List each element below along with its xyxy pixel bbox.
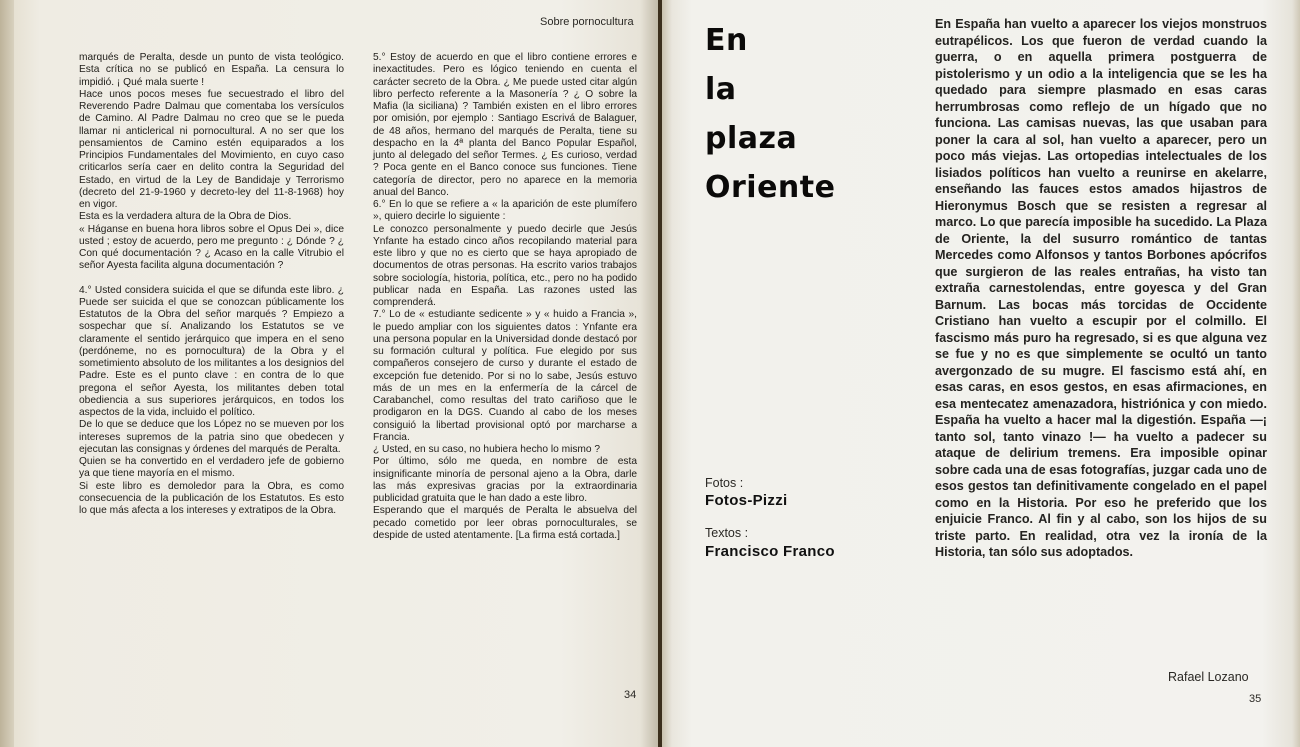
article-author: Rafael Lozano	[1168, 670, 1249, 684]
paragraph: Esta es la verdadera altura de la Obra de Dios.	[79, 211, 292, 223]
paragraph: ¿ Usted, en su caso, no hubiera hecho lo mismo ?	[373, 444, 601, 455]
paragraph: 7.° Lo de « estudiante sedicente » y « huido a Francia », le puedo ampliar con los siguientes datos : Ynfante era una persona popular en la Universidad donde destacó por su formación cultural y política. Fue elegido por sus compañeros consejero de curso y durante el estado de excepción fue detenido. Por si no lo sabe, Jesús estuvo más de un mes en la enfermería de la cárcel de Carabanchel, como resultas del trato cariñoso que le prodigaron en la DGS. Cuando al cabo de los meses consiguió la libertad provisional optó por marcharse a Francia.	[373, 309, 637, 443]
paragraph: « Háganse en buena hora libros sobre el Opus Dei », dice usted ; estoy de acuerdo, pero me pregunto : ¿ Dónde ? ¿ Con qué documentación ? ¿ Acaso en la calle Vitrubio el señor Ayesta facilita alguna documentación ?	[79, 223, 344, 272]
paragraph: marqués de Peralta, desde un punto de vista teológico. Esta crítica no se publicó en España. La censura lo impidió. ¡ Qué mala suerte !	[79, 52, 344, 88]
paragraph: Hace unos pocos meses fue secuestrado el libro del Reverendo Padre Dalmau que comentaba los versículos de Camino. Al Padre Dalmau no creo que se le pueda llamar ni anticlerical ni pornocultural. A no ser que los pensamientos de Camino estén equiparados a los Principios Fundamentales del Movimiento, en cuyo caso criticarlos sería caer en delito contra la Seguridad del Estado, en virtud de la Ley de Bandidaje y Terrorismo (decreto del 21-9-1960 y decreto-ley del 11-8-1968) hoy en vigor.	[79, 88, 344, 210]
paragraph: Le conozco personalmente y puedo decirle que Jesús Ynfante ha estado cinco años recopilando material para este libro y que no es cierto que se haya apropiado de documentos de otras personas. Ha escrito varios trabajos sobre sociología, historia, política, etc., pero no ha podido publicar nada en España. Las razones usted las comprenderá.	[373, 223, 637, 308]
page-edge	[0, 0, 14, 747]
paragraph: 5.° Estoy de acuerdo en que el libro contiene errores e inexactitudes. Pero es lógico teniendo en cuenta el carácter secreto de la Obra. ¿ Me puede usted citar algún libro perfecto referente a la Masonería ? ¿ O sobre la Mafia (la siciliana) ? También existen en el libro errores por omisión, por ejemplo : Santiago Escrivá de Balaguer, de 48 años, hermano del marqués de Peralta, tiene su despacho en la 4ª planta del Banco Popular Español, junto al delegado del señor Termes. ¿ Es curioso, verdad ? Poca gente en el Banco conoce sus funciones. Tiene categoría de director, pero no aparece en la memoria anual del Banco.	[373, 52, 637, 198]
photos-label: Fotos :	[705, 476, 744, 490]
texts-label: Textos :	[705, 526, 749, 540]
paragraph: Esperando que el marqués de Peralta le absuelva del pecado cometido por leer obras pornoculturales, se despide de usted atentamente. [La firma está cortada.]	[373, 505, 637, 541]
photos-credit: Fotos-Pizzi	[705, 492, 788, 509]
article-headline	[705, 16, 905, 212]
paragraph: Por último, sólo me queda, en nombre de esta insignificante minoría de personal ajeno a la Obra, darle las más expresivas gracias por la extraordinaria publicidad gratuita que le han dado a este libro.	[373, 456, 637, 504]
headline-line: Oriente	[705, 170, 836, 205]
paragraph: Si este libro es demoledor para la Obra, es como consecuencia de la publicación de los Estatutos. Es esto lo que más afecta a los intereses y extratipos de la Obra.	[79, 480, 344, 516]
texts-credit: Francisco Franco	[705, 543, 835, 560]
paragraph: Quien se ha convertido en el verdadero jefe de gobierno ya que tiene mayoría en el mismo.	[79, 456, 344, 480]
headline-line: plaza	[705, 121, 798, 156]
headline-line: la	[705, 72, 737, 107]
article-paragraph: En España han vuelto a aparecer los viejos monstruos eutrapélicos. Los que fueron de verdad cuando la guerra, o en aquella primera postguerra de pistolerismo y un odio a la inteligencia que se les ha quedado para siempre plasmado en esas caras herrumbrosas como reflejo de un hígado que no funciona. Las camisas nuevas, las que usaban para poner la cara al sol, han vuelto a aparecer, pero un poco más viejas. Las ortopedias intelectuales de los lisiados políticos han vuelto a reunirse en akelarre, enseñando las fauces estos amados hijastros de Hieronymus Bosch que se resisten a regresar al marco. Lo que parecía imposible ha sucedido. La Plaza de Oriente, la del susurro romántico de tantas Mercedes como Alfonsos y tantos Borbones apócrifos que surgieron de las reales entrañas, ha visto tan extraña carnestolendas, entre goyesca y del Gran Barnum. Las bocas más torcidas de Occidente Cristiano han vuelto a escupir por el colmillo. El fascismo más puro ha regresado, si es que alguna vez se fue y no es que simplemente se ocultó un tanto avergonzado de su mugre. El fascismo está ahí, en esas caras, en esos gestos, en esas afirmaciones, en esa mentecatez amenazadora, histriónica y con miedo. España ha vuelto a hacer mal la digestión. España —¡ tanto sol, tanto vinazo !— ha vuelto a padecer su ataque de delirium tremens. Era imposible opinar sobre cada una de esas fotografías, juzgar cada uno de esos gestos tan definitivamente congelado en el papel como en la Historia. Por eso he preferido que los enjuicie Franco. Al fin y al cabo, son los hijos de su triste parto. En realidad, otra vez la ironía de la Historia, tan sólo sus adoptados.	[935, 17, 1267, 559]
article-body	[935, 16, 1267, 561]
running-head: Sobre pornocultura	[540, 16, 634, 28]
paragraph: 6.° En lo que se refiere a « la aparición de este plumífero », quiero decirle lo siguiente :	[373, 199, 637, 223]
paragraph-gap	[79, 273, 344, 285]
paragraph: 4.° Usted considera suicida el que se difunda este libro. ¿ Puede ser suicida el que se conozcan públicamente los Estatutos de la Obra del señor marqués ? Empiezo a sospechar que sí. Analizando los Estatutos se ve claramente el sentido jerárquico que impera en el seno (perdóneme, no es pornocultura) de la Obra y el sometimiento absoluto de los militantes a los designios del Padre. Este es el punto clave : en contra de lo que pregona el señor Ayesta, los militantes deben total obediencia a sus superiores jerárquicos, en todos los aspectos de la vida, incluido el político.	[79, 284, 344, 418]
paragraph: De lo que se deduce que los López no se mueven por los intereses supremos de la patria sino que obedecen y ejecutan las consignas y órdenes del marqués de Peralta.	[79, 419, 344, 455]
left-column-1	[79, 52, 344, 517]
left-column-2	[373, 52, 637, 542]
headline-line: En	[705, 23, 748, 58]
page-number: 34	[624, 689, 637, 701]
page-number: 35	[1249, 693, 1262, 705]
